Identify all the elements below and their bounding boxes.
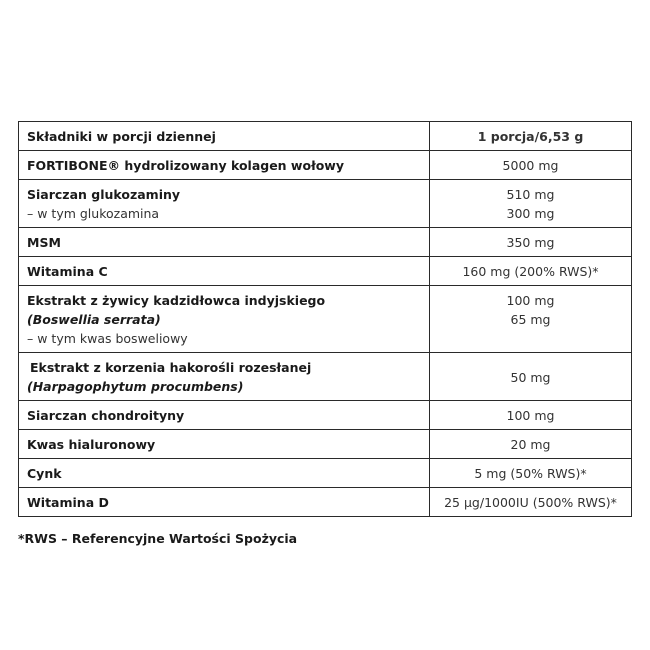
ingredient-name: FORTIBONE® hydrolizowany kolagen wołowy xyxy=(19,151,430,180)
rws-footnote: *RWS – Referencyjne Wartości Spożycia xyxy=(18,531,298,546)
header-amount-cell: 1 porcja/6,53 g xyxy=(430,122,632,151)
ingredient-amount: 20 mg xyxy=(430,430,632,459)
table-row xyxy=(19,430,632,459)
ingredient-amount: 50 mg xyxy=(510,369,551,385)
ingredient-name: Cynk xyxy=(19,459,430,488)
ingredient-name: MSM xyxy=(19,228,430,257)
table-row xyxy=(19,286,632,353)
ingredient-name: Kwas hialuronowy xyxy=(19,430,430,459)
ingredient-amount: 5 mg (50% RWS)* xyxy=(430,459,632,488)
nutrition-table xyxy=(18,121,632,517)
ingredient-name: Ekstrakt z korzenia hakorośli rozesłanej xyxy=(30,360,312,375)
table-row xyxy=(19,459,632,488)
ingredient-name-cell xyxy=(19,180,430,228)
ingredient-amount-cell xyxy=(430,286,632,353)
ingredient-name: Siarczan chondroityny xyxy=(19,401,430,430)
table-row xyxy=(19,488,632,517)
table-row xyxy=(19,353,632,401)
ingredient-amount-sub: 300 mg xyxy=(506,206,555,221)
table-row xyxy=(19,151,632,180)
nutrition-table-container xyxy=(18,121,631,517)
ingredient-amount: 350 mg xyxy=(430,228,632,257)
table-row xyxy=(19,257,632,286)
ingredient-amount-sub: 65 mg xyxy=(510,312,551,327)
ingredient-name: Witamina D xyxy=(19,488,430,517)
table-row xyxy=(19,401,632,430)
ingredient-latin-name: (Harpagophytum procumbens) xyxy=(27,379,244,394)
ingredient-subcomponent: – w tym kwas bosweliowy xyxy=(27,331,188,346)
header-ingredient-cell: Składniki w porcji dziennej xyxy=(19,122,430,151)
ingredient-amount: 25 µg/1000IU (500% RWS)* xyxy=(430,488,632,517)
ingredient-subcomponent: – w tym glukozamina xyxy=(27,206,160,221)
ingredient-amount: 100 mg xyxy=(506,293,555,308)
ingredient-amount: 510 mg xyxy=(506,187,555,202)
ingredient-name: Witamina C xyxy=(19,257,430,286)
ingredient-amount: 100 mg xyxy=(430,401,632,430)
ingredient-amount: 5000 mg xyxy=(430,151,632,180)
table-row xyxy=(19,228,632,257)
ingredient-amount: 160 mg (200% RWS)* xyxy=(430,257,632,286)
ingredient-name-cell xyxy=(19,353,430,401)
ingredient-name-cell xyxy=(19,286,430,353)
ingredient-amount-cell xyxy=(430,180,632,228)
table-header-row xyxy=(19,122,632,151)
ingredient-name: Ekstrakt z żywicy kadzidłowca indyjskiego xyxy=(27,293,326,308)
ingredient-amount-cell xyxy=(430,353,632,401)
ingredient-name: Siarczan glukozaminy xyxy=(27,187,181,202)
ingredient-latin-name: (Boswellia serrata) xyxy=(27,312,161,327)
table-row xyxy=(19,180,632,228)
